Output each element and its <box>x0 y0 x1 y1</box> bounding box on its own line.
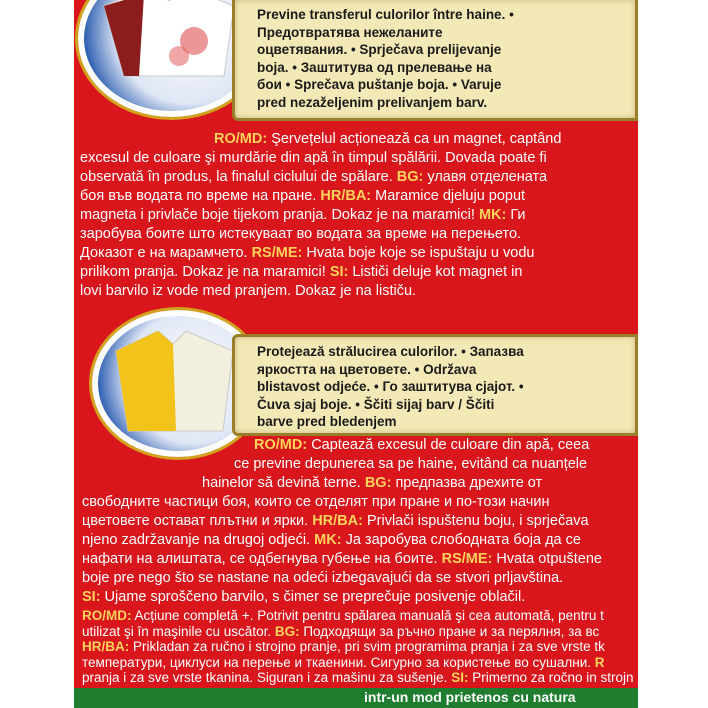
left-margin <box>0 0 74 708</box>
text: боя във водата по време на пране. <box>80 188 321 204</box>
lang-tag: MK: <box>478 207 507 223</box>
panel-line: оцветявания. • Sprječava prelijevanje <box>257 42 502 57</box>
panel-line: яркостта на цветовете. • Održava <box>257 361 477 377</box>
text: Maramice djeluju poput <box>371 188 526 204</box>
product-package <box>74 0 638 708</box>
lang-tag: RO/MD: <box>82 608 132 623</box>
right-margin <box>638 0 708 708</box>
text: magneta i privlače boje tijekom pranja. Dokaz je na maramici! <box>80 207 479 223</box>
panel-line: Čuva sjaj boje. • Ščiti sijaj barv / Ščiti <box>257 396 495 412</box>
text: предпазва дрехите от <box>391 475 543 491</box>
text: улавя отделената <box>423 169 548 185</box>
text: lovi barvilo iz vode med pranjem. Dokaz je na lističu. <box>80 283 417 299</box>
text: Ujame sproščeno barvilo, s čimer se preprečuje posivenje oblačil. <box>100 589 526 605</box>
lang-tag: SI: <box>329 264 349 280</box>
lang-tag: BG: <box>396 169 424 185</box>
text: excesul de culoare şi murdărie din apă în timpul spălării. Dovada poate fi <box>80 150 547 166</box>
panel-line: blistavost odjeće. • Го заштитува сјајот. • <box>257 379 524 394</box>
lang-tag: HR/BA: <box>312 513 363 529</box>
panel-line: boja. • Заштитува од прелевање на <box>257 59 492 75</box>
lang-tag: HR/BA: <box>320 188 372 204</box>
text: pranja i za sve vrste tkanina. Siguran i za mašinu za sušenje. <box>82 670 452 685</box>
lang-tag: BG: <box>364 475 392 491</box>
description-block-1 <box>74 130 638 301</box>
lang-tag: RO/MD: <box>214 131 268 147</box>
text: Primerno za ročno in strojn <box>468 670 634 685</box>
panel-line: бои • Sprečava puštanje boja. • Varuje <box>257 77 502 92</box>
text: заробува боите што истекуваат во водата за време на перењето. <box>80 226 522 242</box>
lang-tag: MK: <box>314 532 342 548</box>
text: свободните частици боя, които се отделят при пране и по-този начин <box>82 494 550 510</box>
description-block-3 <box>74 608 638 686</box>
text: boje pre nego što se nastane na odeći izbegavajući da se stvori prljavština. <box>82 570 564 586</box>
lang-tag: RS/ME: <box>441 551 493 567</box>
lang-tag: R <box>594 654 605 670</box>
lang-tag: SI: <box>82 589 101 605</box>
text: Lističi deluje kot magnet in <box>348 264 523 280</box>
bottom-green-strip <box>74 688 638 708</box>
text: Hvata otpuštene <box>492 551 602 567</box>
text: Подходящи за ръчно пране и за перялня, за вс <box>299 623 600 639</box>
text: observată în produs, la finalul ciclului de spălare. <box>80 169 397 185</box>
panel-line: Предотвратява нежеланите <box>257 24 443 40</box>
panel-line: Previne transferul culorilor între haine. • <box>257 7 514 22</box>
lang-tag: SI: <box>451 670 469 685</box>
text: prilikom pranja. Dokaz je na maramici! <box>80 264 330 280</box>
text: Privlači ispuštenu boju, i sprječava <box>362 513 589 529</box>
text: hainelor să devină terne. <box>202 475 365 491</box>
text: Captează excesul de culoare din apă, ceea <box>307 437 590 453</box>
lang-tag: RO/MD: <box>254 437 308 453</box>
bottom-strip-text: intr-un mod prietenos cu natura <box>364 689 576 705</box>
text: Şervețelul acționează ca un magnet, captând <box>267 131 562 147</box>
color-transfer-panel <box>232 0 638 121</box>
text: utilizat şi în maşinile cu uscător. <box>82 623 275 639</box>
text: Hvata boje koje se ispuštaju u vodu <box>302 245 535 261</box>
text: нафати на алиштата, се одбегнува губење на боите. <box>82 551 442 567</box>
panel-line: barve pred bledenjem <box>257 414 397 429</box>
color-brightness-panel <box>232 334 638 436</box>
text: цветовете остават плътни и ярки. <box>82 513 313 529</box>
text: температури, циклуси на перење и ткаенини. Сигурно за користење во сушални. <box>82 654 595 670</box>
text: ce previne depunerea sa pe haine, evitând ca nuanțele <box>234 456 588 472</box>
lang-tag: BG: <box>274 623 300 639</box>
text: Доказот е на марамчето. <box>80 245 252 261</box>
text: njeno zadržavanje na drugoj odjeći. <box>82 532 315 548</box>
lang-tag: HR/BA: <box>82 639 130 654</box>
panel-line: pred nezaželjenim prelivanjem barv. <box>257 94 488 110</box>
text: Prikladan za ručno i strojno pranje, pri svim programima pranja i za sve vrste tk <box>129 639 605 654</box>
panel-line: Protejează strălucirea culorilor. • Запазва <box>257 344 524 359</box>
text: Ги <box>506 207 526 223</box>
text: Ја заробува слободната боја да се <box>341 532 581 548</box>
lang-tag: RS/ME: <box>251 245 303 261</box>
description-block-2 <box>74 436 638 607</box>
text: Acțiune completă +. Potrivit pentru spălarea manuală şi cea automată, pentru t <box>131 608 604 623</box>
